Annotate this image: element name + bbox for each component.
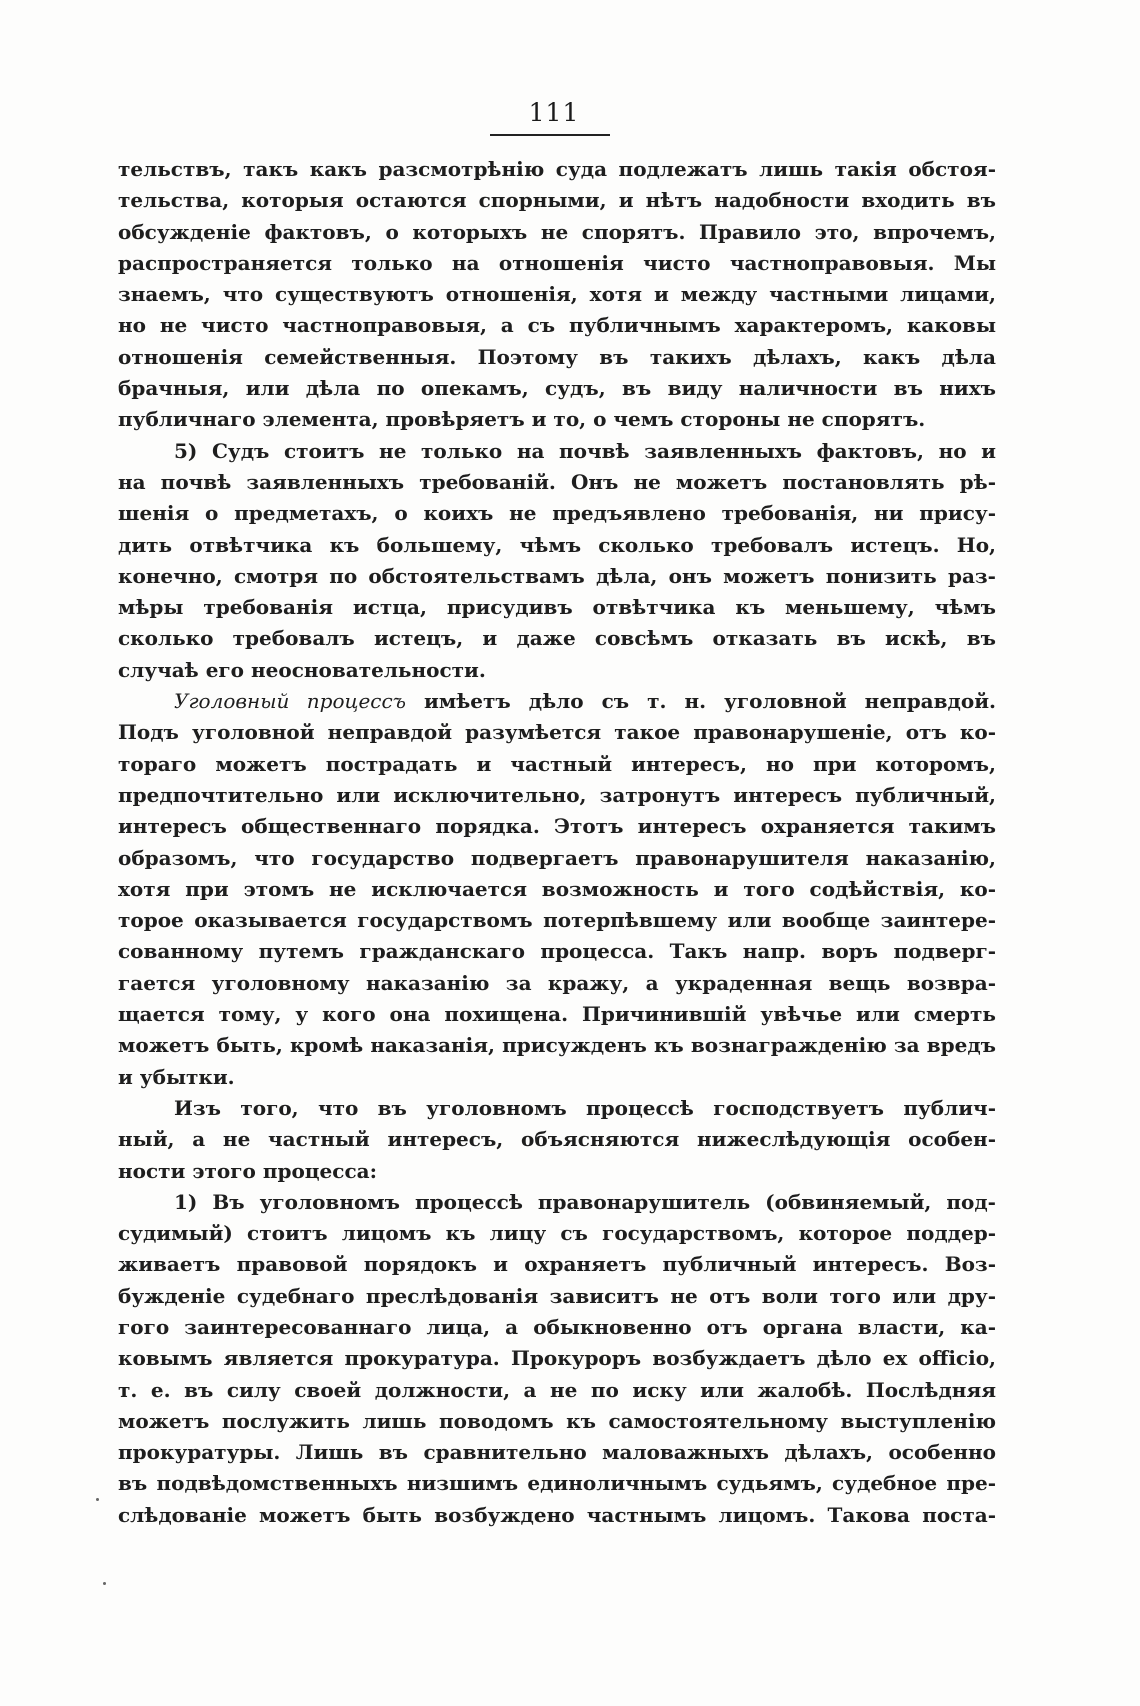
line-text: брачныя, или дѣла по опекамъ, судъ, въ виду наличности въ нихъ: [118, 376, 996, 401]
text-line: [118, 436, 996, 467]
text-line: [118, 780, 996, 811]
line-text: 5) Судъ стоитъ не только на почвѣ заявленныхъ фактовъ, но и: [174, 438, 996, 463]
text-line: [118, 1343, 996, 1374]
line-text: мѣры требованія истца, присудивъ отвѣтчика къ меньшему, чѣмъ: [118, 595, 996, 620]
text-line: [118, 874, 996, 905]
text-line: [118, 1500, 996, 1531]
text-line: [118, 999, 996, 1030]
page-number: 111: [528, 98, 580, 127]
body-text: [118, 154, 996, 1531]
line-text: судимый) стоитъ лицомъ къ лицу съ государствомъ, которое поддер-: [118, 1221, 996, 1246]
text-line: [118, 310, 996, 341]
line-text: ности этого процесса:: [118, 1158, 377, 1183]
text-line: [118, 498, 996, 529]
text-line: [118, 749, 996, 780]
text-line: [118, 530, 996, 561]
line-text: конечно, смотря по обстоятельствамъ дѣла, онъ можетъ понизить раз-: [118, 563, 996, 588]
text-line: [118, 1249, 996, 1280]
line-text: Подъ уголовной неправдой разумѣется такое правонарушеніе, отъ ко-: [118, 720, 996, 745]
line-text: слѣдованіе можетъ быть возбуждено частнымъ лицомъ. Такова поста-: [118, 1502, 996, 1527]
text-line: [118, 1406, 996, 1437]
scan-speck: [103, 1582, 106, 1585]
text-line: [118, 1187, 996, 1218]
text-line: [118, 592, 996, 623]
line-text: публичнаго элемента, провѣряетъ и то, о чемъ стороны не спорятъ.: [118, 407, 926, 432]
text-line: [118, 655, 996, 686]
line-text: сколько требовалъ истецъ, и даже совсѣмъ отказать въ искѣ, въ: [118, 626, 996, 651]
text-line: [118, 968, 996, 999]
line-text: торое оказывается государствомъ потерпѣвшему или вообще заинтере-: [118, 908, 996, 933]
line-text: на почвѣ заявленныхъ требованій. Онъ не можетъ постановлять рѣ-: [118, 469, 996, 494]
text-line: [118, 279, 996, 310]
text-line: [118, 1375, 996, 1406]
text-line: [118, 217, 996, 248]
line-text: распространяется только на отношенія чисто частноправовыя. Мы: [118, 250, 996, 275]
text-line: [118, 1312, 996, 1343]
line-text: тельства, которыя остаются спорными, и нѣтъ надобности входить въ: [118, 188, 996, 213]
line-text: шенія о предметахъ, о коихъ не предъявлено требованія, ни прису-: [118, 501, 996, 526]
text-line: [118, 154, 996, 185]
line-text: дить отвѣтчика къ большему, чѣмъ сколько требовалъ истецъ. Но,: [118, 532, 996, 557]
line-text: т. е. въ силу своей должности, а не по иску или жалобѣ. Послѣдняя: [118, 1377, 996, 1402]
line-text: можетъ быть, кромѣ наказанія, присужденъ къ вознагражденію за вредъ: [118, 1033, 996, 1058]
text-line: [118, 1062, 996, 1093]
text-line: [118, 248, 996, 279]
line-text: предпочтительно или исключительно, затронутъ интересъ публичный,: [118, 782, 996, 807]
line-text: имѣетъ дѣло съ т. н. уголовной неправдой.: [406, 689, 996, 714]
text-line: [118, 686, 996, 717]
header-rule: [490, 134, 610, 136]
line-text: ковымъ является прокуратура. Прокуроръ возбуждаетъ дѣло ex officio,: [118, 1346, 996, 1371]
text-line: [118, 936, 996, 967]
line-text: случаѣ его неосновательности.: [118, 657, 486, 682]
text-line: [118, 905, 996, 936]
text-line: [118, 1281, 996, 1312]
text-line: [118, 1030, 996, 1061]
line-text: образомъ, что государство подвергаетъ правонарушителя наказанію,: [118, 845, 996, 870]
line-text: въ подвѣдомственныхъ низшимъ единоличнымъ судьямъ, судебное пре-: [118, 1471, 996, 1496]
line-text: гается уголовному наказанію за кражу, а украденная вещь возвра-: [118, 970, 996, 995]
text-line: [118, 185, 996, 216]
text-line: [118, 404, 996, 435]
text-line: [118, 811, 996, 842]
line-text: можетъ послужить лишь поводомъ къ самостоятельному выступленію: [118, 1408, 996, 1433]
line-text: живаетъ правовой порядокъ и охраняетъ публичный интересъ. Воз-: [118, 1252, 996, 1277]
italic-term: Уголовный процессъ: [174, 689, 407, 714]
line-text: щается тому, у кого она похищена. Причинившій увѣчье или смерть: [118, 1002, 996, 1027]
text-line: [118, 467, 996, 498]
text-line: [118, 843, 996, 874]
text-line: [118, 1156, 996, 1187]
line-text: 1) Въ уголовномъ процессѣ правонарушитель (обвиняемый, под-: [174, 1189, 996, 1214]
text-line: [118, 561, 996, 592]
scan-speck: [96, 1498, 99, 1501]
line-text: сованному путемъ гражданскаго процесса. Такъ напр. воръ подверг-: [118, 939, 996, 964]
line-text: прокуратуры. Лишь въ сравнительно маловажныхъ дѣлахъ, особенно: [118, 1440, 996, 1465]
text-line: [118, 1218, 996, 1249]
line-text: но не чисто частноправовыя, а съ публичнымъ характеромъ, каковы: [118, 313, 996, 338]
line-text: хотя при этомъ не исключается возможность и того содѣйствія, ко-: [118, 876, 996, 901]
line-text: Изъ того, что въ уголовномъ процессѣ господствуетъ публич-: [174, 1095, 996, 1120]
line-text: интересъ общественнаго порядка. Этотъ интересъ охраняется такимъ: [118, 814, 996, 839]
text-line: [118, 717, 996, 748]
text-line: [118, 1093, 996, 1124]
line-text: знаемъ, что существуютъ отношенія, хотя и между частными лицами,: [118, 282, 996, 307]
text-line: [118, 1124, 996, 1155]
text-line: [118, 1468, 996, 1499]
line-text: гого заинтересованнаго лица, а обыкновенно отъ органа власти, ка-: [118, 1314, 996, 1339]
line-text: ный, а не частный интересъ, объясняются нижеслѣдующія особен-: [118, 1127, 996, 1152]
line-text: и убытки.: [118, 1064, 235, 1089]
text-line: [118, 342, 996, 373]
line-text: тельствъ, такъ какъ разсмотрѣнію суда подлежатъ лишь такія обстоя-: [118, 157, 996, 181]
line-text: тораго можетъ пострадать и частный интересъ, но при которомъ,: [118, 751, 996, 776]
text-line: [118, 373, 996, 404]
line-text: обсужденіе фактовъ, о которыхъ не спорятъ. Правило это, впрочемъ,: [118, 219, 996, 244]
text-line: [118, 623, 996, 654]
line-text: бужденіе судебнаго преслѣдованія зависитъ не отъ воли того или дру-: [118, 1283, 996, 1308]
text-line: [118, 1437, 996, 1468]
line-text: отношенія семейственныя. Поэтому въ такихъ дѣлахъ, какъ дѣла: [118, 344, 996, 369]
